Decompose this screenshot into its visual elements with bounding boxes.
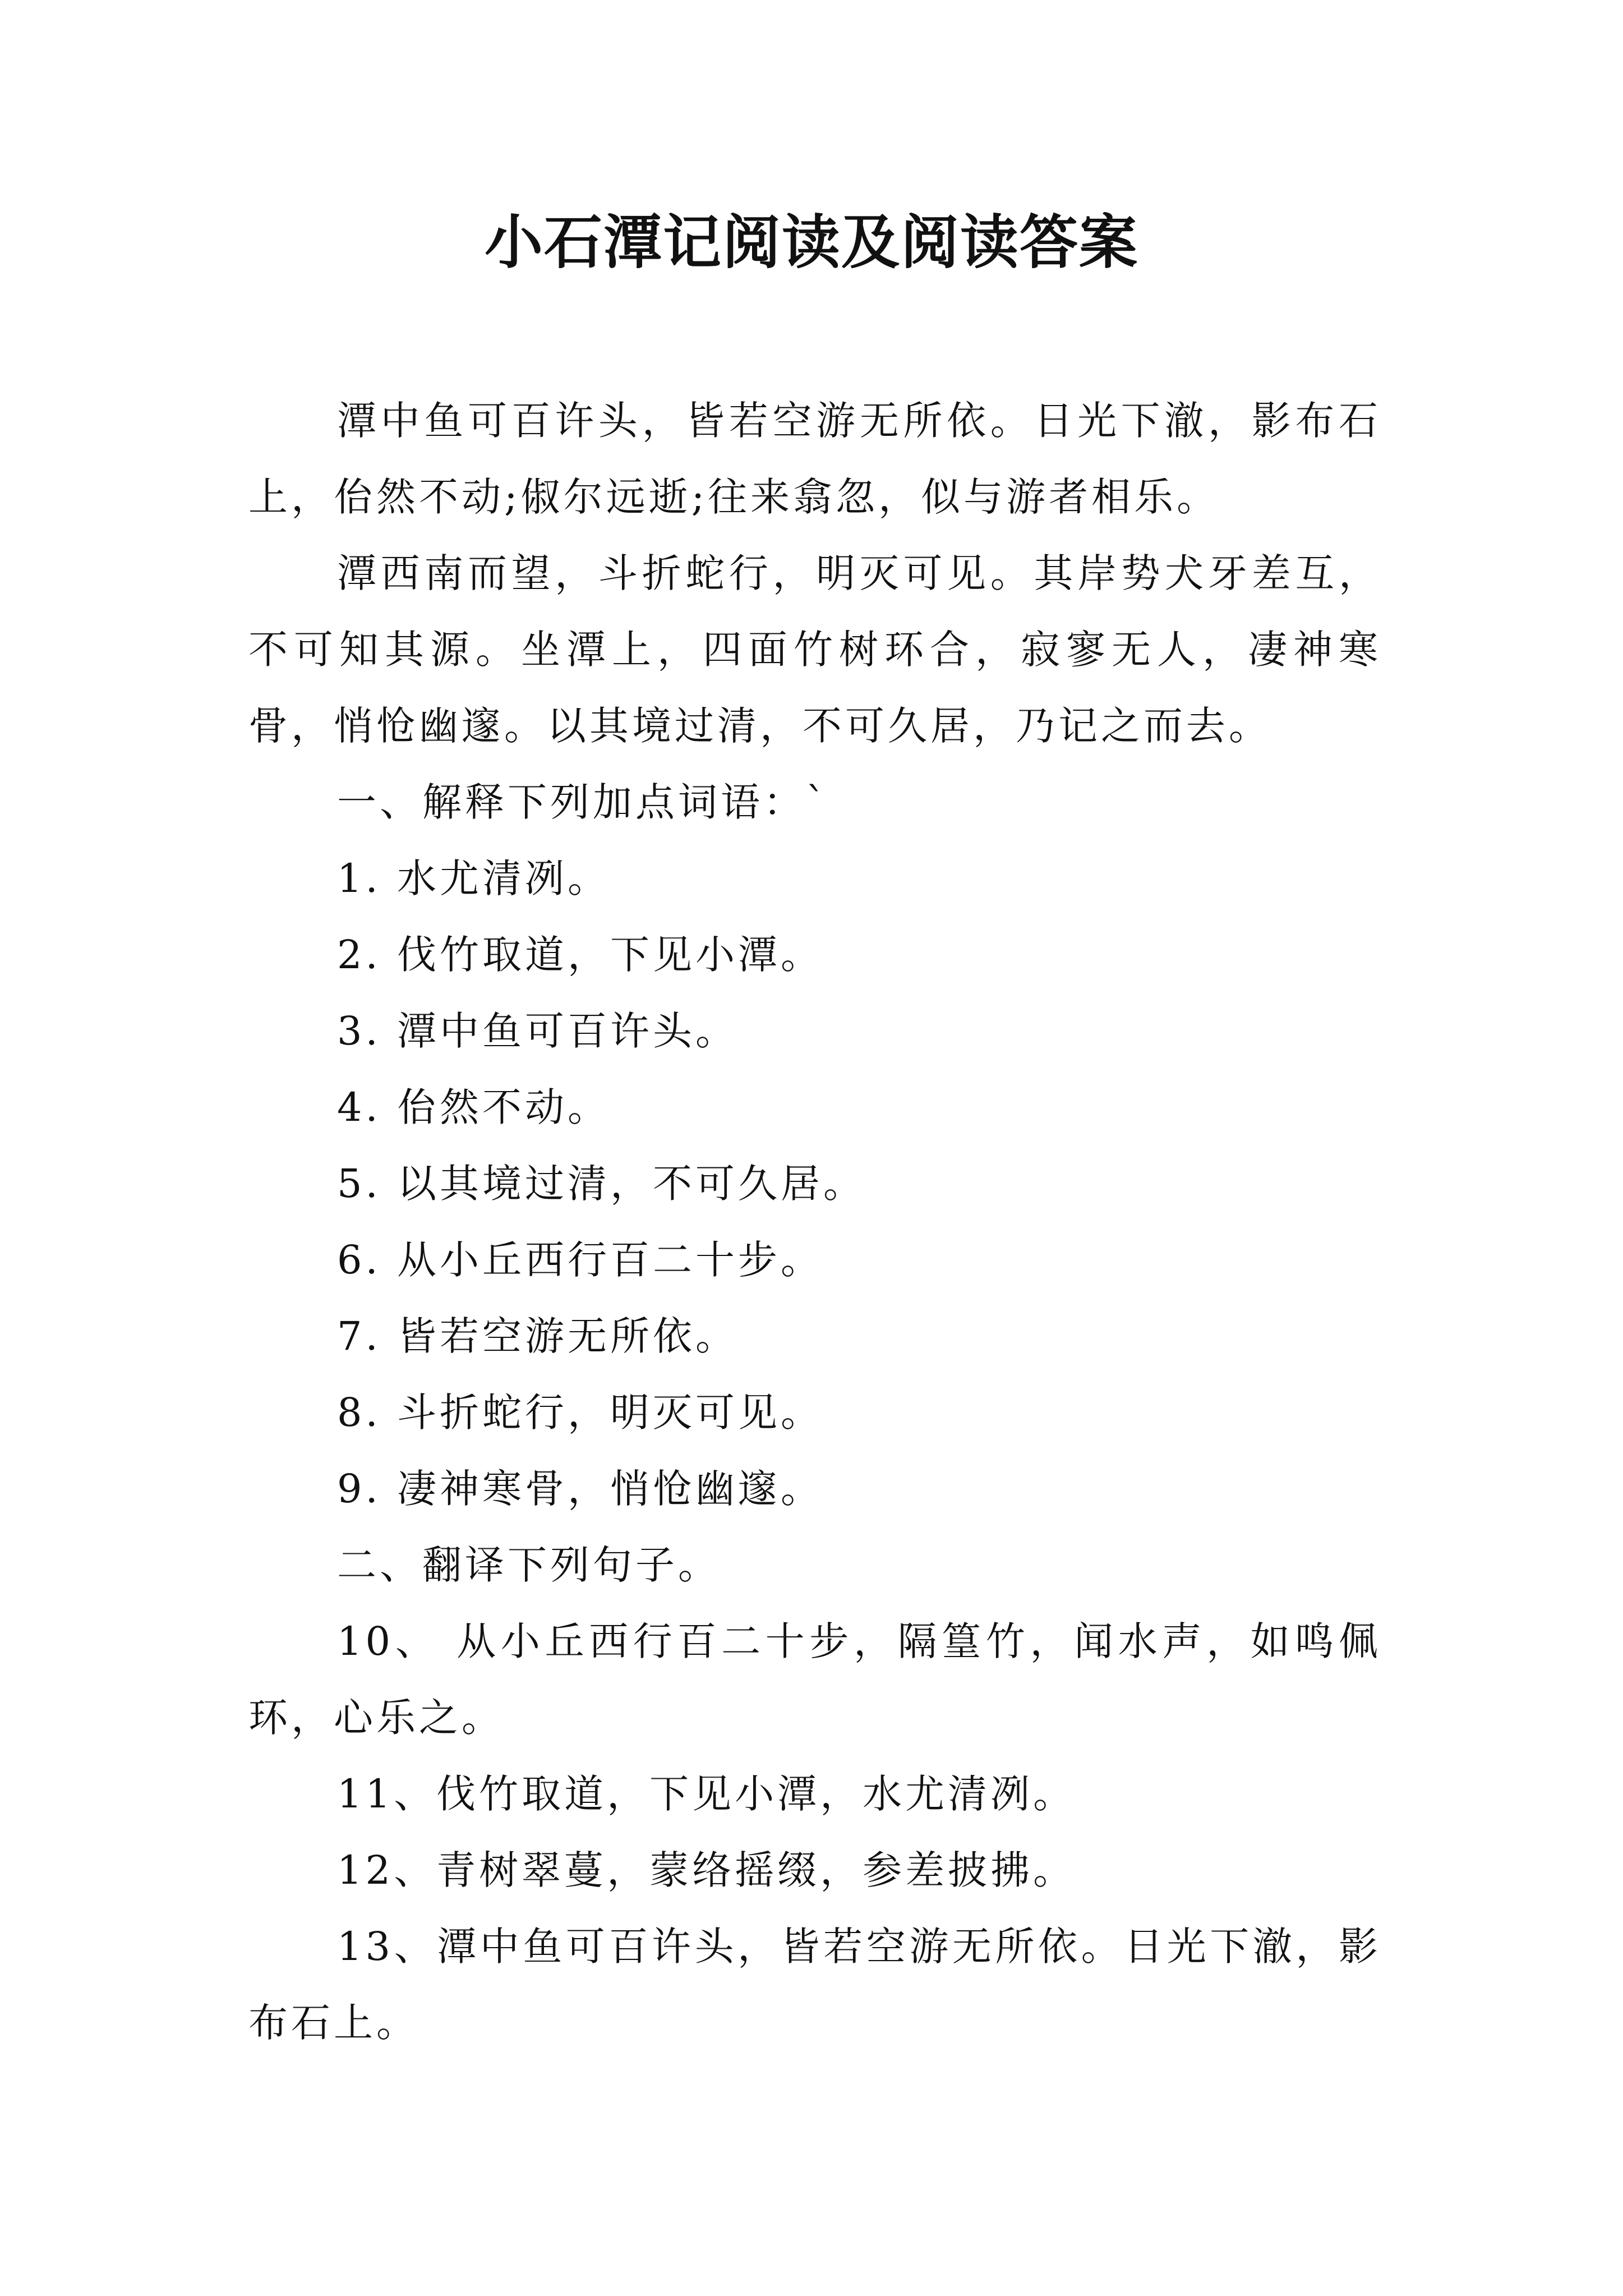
question-item-4: 4. 佁然不动。 [337, 1084, 611, 1130]
question-item-10: 10、 从小丘西行百二十步，隔篁竹，闻水声，如鸣佩环，心乐之。 [248, 1618, 1381, 1741]
question-item-9: 9. 凄神寒骨，悄怆幽邃。 [337, 1466, 824, 1512]
question-item-13: 13、潭中鱼可百许头，皆若空游无所依。日光下澈，影布石上。 [248, 1924, 1381, 2046]
question-item-5: 5. 以其境过清，不可久居。 [337, 1161, 866, 1207]
passage-paragraph-2: 潭西南而望，斗折蛇行，明灭可见。其岸势犬牙差互，不可知其源。坐潭上，四面竹树环合，寂寥无人，凄神寒骨，悄怆幽邃。以其境过清，不可久居，乃记之而去。 [248, 550, 1381, 749]
section-heading-translation: 二、翻译下列句子。 [337, 1542, 721, 1588]
question-item-11: 11、伐竹取道，下见小潭，水尤清冽。 [337, 1771, 1076, 1817]
document-body [248, 383, 1381, 2061]
question-item-8: 8. 斗折蛇行，明灭可见。 [337, 1389, 824, 1435]
question-item-12: 12、青树翠蔓，蒙络摇缀，参差披拂。 [337, 1847, 1076, 1893]
question-item-1: 1. 水尤清冽。 [337, 855, 611, 901]
question-item-7: 7. 皆若空游无所依。 [337, 1313, 739, 1359]
passage-paragraph-1: 潭中鱼可百许头，皆若空游无所依。日光下澈，影布石上，佁然不动;俶尔远逝;往来翕忽，似与游者相乐。 [248, 398, 1381, 520]
question-item-6: 6. 从小丘西行百二十步。 [337, 1237, 824, 1283]
document-title: 小石潭记阅读及阅读答案 [484, 208, 1138, 277]
question-item-2: 2. 伐竹取道，下见小潭。 [337, 932, 824, 978]
section-heading-vocabulary: 一、解释下列加点词语：` [337, 779, 829, 825]
question-item-3: 3. 潭中鱼可百许头。 [337, 1008, 739, 1054]
